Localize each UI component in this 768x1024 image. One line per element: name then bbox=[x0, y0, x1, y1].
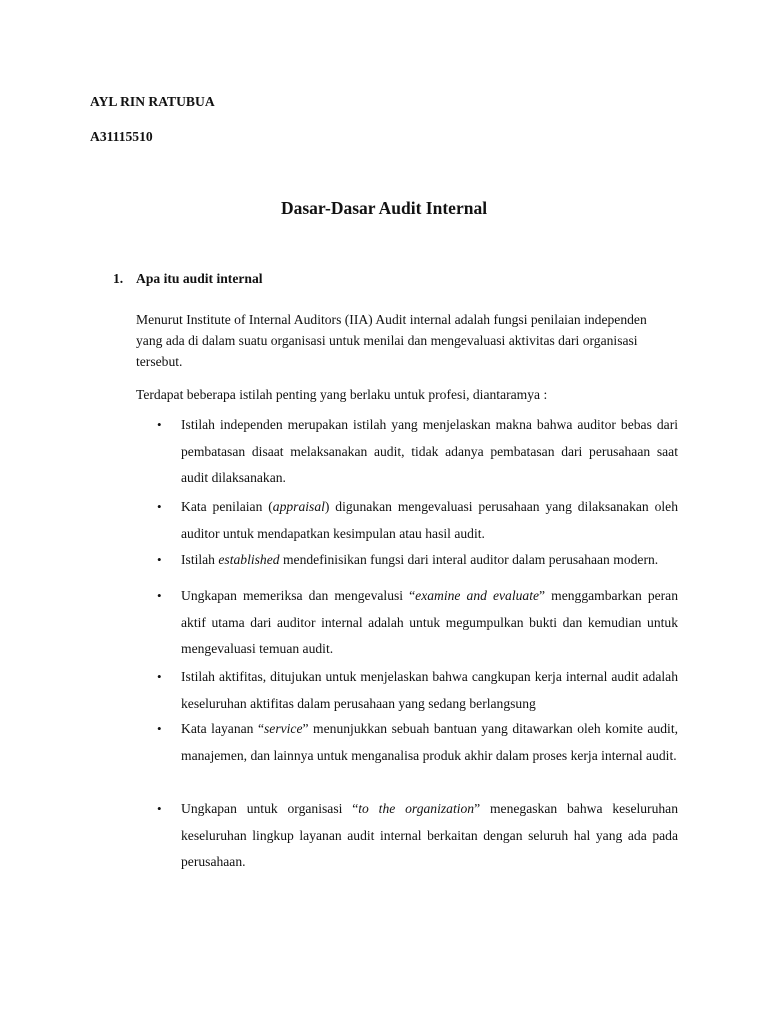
author-name: AYL RIN RATUBUA bbox=[90, 94, 215, 109]
list-item bbox=[157, 796, 678, 876]
list-item-text-end: ” menegaskan bahwa keseluruhan keseluruhan lingkup layanan audit internal berkaitan dengan seluruh hal yang ada pada perusahaan. bbox=[181, 801, 678, 869]
list-item-emphasis: service bbox=[264, 721, 303, 736]
list-item-text-start: Kata penilaian ( bbox=[181, 499, 273, 514]
bullet-marker: • bbox=[157, 721, 162, 736]
list-item-text: Istilah aktifitas, ditujukan untuk menjelaskan bahwa cangkupan kerja internal audit adalah keseluruhan aktifitas dalam perusahaan yang sedang berlangsung bbox=[181, 669, 678, 711]
list-item-text-end: ) digunakan mengevaluasi perusahaan yang dilaksanakan oleh auditor untuk mendapatkan kesimpulan atau hasil audit. bbox=[181, 499, 678, 541]
list-item-text: Istilah independen merupakan istilah yang menjelaskan makna bahwa auditor bebas dari pembatasan disaat melaksanakan audit, tidak adanya pembatasan dari perusahaan saat audit dilaksanakan. bbox=[181, 417, 678, 485]
bullet-marker: • bbox=[157, 801, 162, 816]
bullet-marker: • bbox=[157, 499, 162, 514]
list-item-text-start: Kata layanan “ bbox=[181, 721, 264, 736]
list-item bbox=[157, 664, 678, 717]
list-item-emphasis: established bbox=[218, 552, 280, 567]
document-title: Dasar-Dasar Audit Internal bbox=[280, 198, 488, 218]
list-item bbox=[157, 412, 678, 492]
bullet-marker: • bbox=[157, 588, 162, 603]
bullet-marker: • bbox=[157, 669, 162, 684]
list-item-text-start: Ungkapan memeriksa dan mengevalusi “ bbox=[181, 588, 416, 603]
section-title: Apa itu audit internal bbox=[136, 271, 263, 286]
list-item-emphasis: to the organization bbox=[358, 801, 475, 816]
list-item-emphasis: examine and evaluate bbox=[415, 588, 540, 603]
list-item-text-start: Ungkapan untuk organisasi “ bbox=[181, 801, 359, 816]
author-id: A31115510 bbox=[90, 129, 153, 144]
list-item-text-start: Istilah bbox=[181, 552, 219, 567]
bullet-marker: • bbox=[157, 417, 162, 432]
list-item-text-end: mendefinisikan fungsi dari interal auditor dalam perusahaan modern. bbox=[279, 552, 659, 567]
list-item bbox=[157, 551, 678, 568]
list-item bbox=[157, 583, 679, 663]
list-item bbox=[157, 494, 678, 547]
definition-paragraph: Menurut Institute of Internal Auditors (IIA) Audit internal adalah fungsi penilaian independen yang ada di dalam suatu organisasi untuk menilai dan mengevaluasi aktivitas dari organisasi tersebut. bbox=[136, 312, 647, 369]
list-item-text-end: ” menggambarkan peran aktif utama dari auditor internal adalah untuk megumpulkan bukti dan kemudian untuk mengevaluasi temuan audit. bbox=[181, 588, 679, 656]
intro-paragraph: Terdapat beberapa istilah penting yang berlaku untuk profesi, diantaramya : bbox=[136, 387, 548, 402]
bullet-marker: • bbox=[157, 552, 162, 567]
list-item-emphasis: appraisal bbox=[272, 499, 325, 514]
section-number: 1. bbox=[113, 271, 124, 286]
list-item bbox=[157, 716, 678, 769]
list-item-text-end: ” menunjukkan sebuah bantuan yang ditawarkan oleh komite audit, manajemen, dan lainnya untuk menganalisa produk akhir dalam proses kerja internal audit. bbox=[181, 721, 678, 763]
